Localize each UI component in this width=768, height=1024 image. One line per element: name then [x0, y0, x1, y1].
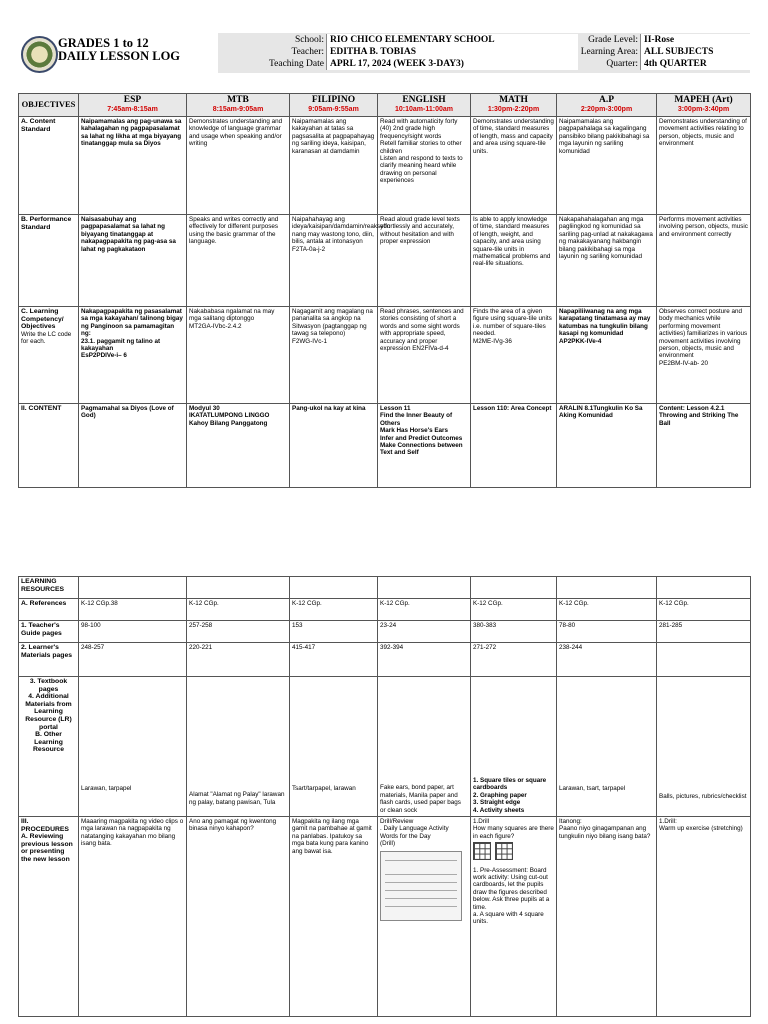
table-cell: Modyul 30 IKATATLUMPONG LINGGO Kahoy Bilang Panggatong: [187, 404, 290, 488]
table-cell: Napapiliiwanag na ang mga karapatang tinatamasa ay may katumbas na tungkulin bilang kasapi ng komunidad AP2PKK-IVe-4: [557, 307, 657, 404]
teacher-label: Teacher:: [291, 47, 324, 57]
table-cell: 257-258: [187, 621, 290, 643]
subject-mtb: MTB 8:15am-9:05am: [187, 94, 290, 117]
deped-seal-icon: [21, 36, 58, 73]
table-cell: K-12 CGp.: [187, 599, 290, 621]
table-cell: Naipamamalas ang kakayahan at tatas sa pagsasalita at pagpapahayag ng sariling ideya, kaisipan, karanasan at damdamin: [290, 117, 378, 215]
square-grid-icon: [473, 842, 491, 860]
table-cell: Nakapahahalagahan ang mga pagliingkod ng komunidad sa sariling pag-unlad at nakakagawa ng makakayanang hakbangin bilang pakikibahagi sa mga layunin ng sariling komunidad: [557, 215, 657, 307]
table-cell: Balls, pictures, rubrics/checklist: [657, 677, 751, 817]
resources-procedures-table: [18, 576, 751, 1017]
quarter-value: 4th QUARTER: [644, 59, 707, 69]
table-cell: Fake ears, bond paper, art materials, Manila paper and flash cards, used paper bags or clean sock: [378, 677, 471, 817]
area-value: ALL SUBJECTS: [644, 47, 714, 57]
table-cell: K-12 CGp.38: [79, 599, 187, 621]
row-label: A. References: [19, 599, 79, 621]
drill-text: Drill/Review . Daily Language Activity Words for the Day (Drill): [380, 818, 449, 848]
words-for-the-day-card: [380, 851, 462, 921]
competency-row: [19, 307, 751, 404]
table-cell: Nagagamit ang magalang na pananalita sa angkop na Sitwasyon (pagtanggap ng tawag sa telepono) F2WG-IVc-1: [290, 307, 378, 404]
table-cell: Read phrases, sentences and stories consisting of short a words and some sight words with appropriate speed, accuracy and proper expression EN2FIVa-d-4: [378, 307, 471, 404]
table-cell: ARALIN 8.1Tungkulin Ko Sa Aking Komunidad: [557, 404, 657, 488]
table-cell: Nakapagpapakita ng pasasalamat sa mga kakayahan/ talinong bigay ng Panginoon sa pamamagitan ng: 23.1. paggamit ng talino at kakayahan EsP2PDIVe-i– 6: [79, 307, 187, 404]
subject-time: 10:10am-11:00am: [395, 106, 453, 113]
table-cell: Nakababasa ngalamat na may mga salitang diptonggo MT2GA-IVbc-2.4.2: [187, 307, 290, 404]
row-label: C. Learning Competency/ Objectives Write the LC code for each.: [19, 307, 79, 404]
objectives-header: OBJECTIVES: [19, 94, 79, 117]
table-cell: Tsart/tarpapel, larawan: [290, 677, 378, 817]
table-cell: K-12 CGp.: [290, 599, 378, 621]
table-cell: Pang-ukol na kay at kina: [290, 404, 378, 488]
row-label-note: Write the LC code for each.: [21, 330, 72, 346]
learning-resources-row: [19, 577, 751, 599]
teacher-value: EDITHA B. TOBIAS: [330, 47, 416, 57]
table-cell: Read aloud grade level texts effortlessly and accurately, without hesitation and with proper expression: [378, 215, 471, 307]
header-info-left: [218, 33, 578, 73]
school-label: School:: [294, 35, 324, 45]
table-cell: Naisasabuhay ang pagpapasalamat sa lahat ng biyayang tinatanggap at nakapagpapakita ng pag-asa sa lahat ng pagkakataon: [79, 215, 187, 307]
table-cell: Larawan, tarpapel: [79, 677, 187, 817]
subject-time: 3:00pm-3:40pm: [677, 106, 730, 113]
table-cell: Lesson 110: Area Concept: [471, 404, 557, 488]
table-cell: 271-272: [471, 643, 557, 677]
subject-time: 2:20pm-3:00pm: [580, 106, 633, 113]
date-label: Teaching Date: [269, 59, 324, 69]
grade-label: Grade Level:: [588, 35, 638, 45]
subject-mapeh: MAPEH (Art) 3:00pm-3:40pm: [657, 94, 751, 117]
row-label: 3. Textbook pages 4. Additional Materials from Learning Resource (LR) portal B. Other Learning Resource: [19, 677, 79, 817]
table-cell: Naipahahayag ang ideya/kaisipan/damdamin/reaksyon nang may wastong tono, diin, bilis, antala at intonasyon F2TA-0a-j-2: [290, 215, 378, 307]
table-cell: [657, 643, 751, 677]
quarter-label: Quarter:: [606, 59, 638, 69]
table-cell: 380-383: [471, 621, 557, 643]
pre-assessment-text: 1. Pre-Assessment: Board work activity: Using cut-out cardboards, let the pupils draw the figures described below. Ask three pupils at a time. a. A square with 4 square units.: [473, 866, 550, 926]
table-cell: Itanong: Paano niyo ginagampanan ang tungkulin niyo bilang isang bata?: [557, 817, 657, 1017]
table-cell: Demonstrates understanding of time, standard measures of length, mass and capacity and area using square-tile units.: [471, 117, 557, 215]
subject-header-row: [19, 94, 751, 117]
row-label: LEARNING RESOURCES: [19, 577, 79, 599]
document-title: [58, 37, 180, 63]
table-cell: Content: Lesson 4.2.1 Throwing and Striking The Ball: [657, 404, 751, 488]
row-label: III. PROCEDURES A. Reviewing previous lesson or presenting the new lesson: [19, 817, 79, 1017]
table-cell: K-12 CGp.: [657, 599, 751, 621]
row-label: 1. Teacher's Guide pages: [19, 621, 79, 643]
references-row: [19, 599, 751, 621]
subject-time: 9:05am-9:55am: [308, 106, 359, 113]
learners-materials-row: [19, 643, 751, 677]
table-cell: 23-24: [378, 621, 471, 643]
subject-ap: A.P 2:20pm-3:00pm: [557, 94, 657, 117]
table-cell: K-12 CGp.: [378, 599, 471, 621]
subject-math: MATH 1:30pm-2:20pm: [471, 94, 557, 117]
subject-time: 8:15am-9:05am: [212, 106, 264, 113]
table-cell: [378, 817, 471, 1017]
performance-standard-row: [19, 215, 751, 307]
row-label: 2. Learner's Materials pages: [19, 643, 79, 677]
table-cell: 392-394: [378, 643, 471, 677]
table-cell: Larawan, tsart, tarpapel: [557, 677, 657, 817]
table-cell: 1. Square tiles or square cardboards 2. Graphing paper 3. Straight edge 4. Activity sheets: [471, 677, 557, 817]
table-cell: K-12 CGp.: [557, 599, 657, 621]
school-value: RIO CHICO ELEMENTARY SCHOOL: [330, 35, 495, 45]
subject-time: 1:30pm-2:20pm: [487, 106, 540, 113]
table-cell: Is able to apply knowledge of time, standard measures of length, weight, and capacity, and area using square-tile units in mathematical problems and real-life situations.: [471, 215, 557, 307]
content-standard-row: [19, 117, 751, 215]
table-cell: Read with automaticity forty (40) 2nd grade high frequency/sight words Retell familiar stories to other children Listen and respond to texts to clarify meaning heard while drawing on personal experiences: [378, 117, 471, 215]
teachers-guide-row: [19, 621, 751, 643]
subject-filipino: FILIPINO 9:05am-9:55am: [290, 94, 378, 117]
title-line-1: GRADES 1 to 12: [58, 36, 149, 50]
content-row: [19, 404, 751, 488]
date-value: APRL 17, 2024 (WEEK 3-DAY3): [330, 59, 464, 69]
table-cell: 415-417: [290, 643, 378, 677]
table-cell: K-12 CGp.: [471, 599, 557, 621]
table-cell: Magpakita ng ilang mga gamit na pambahae at gamit na panlabas. Ipatukoy sa mga bata kung para kanino ang bawat isa.: [290, 817, 378, 1017]
table-cell: Demonstrates understanding of movement activities relating to person, objects, music and environment: [657, 117, 751, 215]
table-cell: 78-80: [557, 621, 657, 643]
table-cell: Speaks and writes correctly and effectively for different purposes using the basic grammar of the language.: [187, 215, 290, 307]
table-cell: Performs movement activities involving person, objects, music and environment correctly: [657, 215, 751, 307]
header-info-right: [578, 33, 750, 73]
table-cell: Ano ang pamagat ng kwentong binasa ninyo kahapon?: [187, 817, 290, 1017]
row-label: B. Performance Standard: [19, 215, 79, 307]
table-cell: 153: [290, 621, 378, 643]
table-cell: Naipamamalas ang pagpapahalaga sa kagalingang pansibiko bilang pakikibahagi sa mga layunin ng sariling komunidad: [557, 117, 657, 215]
grade-value: II-Rose: [644, 35, 675, 45]
subject-esp: ESP 7:45am-8:15am: [79, 94, 187, 117]
subject-time: 7:45am-8:15am: [107, 106, 158, 113]
table-cell: Maaaring magpakita ng video clips o mga larawan na nagpapakita ng natatanging kakayahan mo bilang isang bata.: [79, 817, 187, 1017]
subject-english: ENGLISH 10:10am-11:00am: [378, 94, 471, 117]
table-cell: 220-221: [187, 643, 290, 677]
table-cell: 281-285: [657, 621, 751, 643]
table-cell: Finds the area of a given figure using square-tile units i.e. number of square-tiles needed. M2ME-IVg-36: [471, 307, 557, 404]
table-cell: 248-257: [79, 643, 187, 677]
title-line-2: DAILY LESSON LOG: [58, 49, 181, 63]
math-drill-text: 1.Drill How many squares are there in each figure?: [473, 818, 554, 840]
table-cell: Demonstrates understanding and knowledge of language grammar and usage when speaking and/or writing: [187, 117, 290, 215]
table-cell: Lesson 11 Find the Inner Beauty of Others Mark Has Horse's Ears Infer and Predict Outcomes Make Connections between Text and Self: [378, 404, 471, 488]
row-label: A. Content Standard: [19, 117, 79, 215]
table-cell: 1.Drill: Warm up exercise (stretching): [657, 817, 751, 1017]
table-cell: Naipamamalas ang pag-unawa sa kahalagahan ng pagpapasalamat sa lahat ng likha at mga biyayang tinatanggap mula sa Diyos: [79, 117, 187, 215]
table-cell: Pagmamahal sa Diyos (Love of God): [79, 404, 187, 488]
row-label: II. CONTENT: [19, 404, 79, 488]
procedures-row: [19, 817, 751, 1017]
table-cell: 238-244: [557, 643, 657, 677]
square-figures: [473, 840, 554, 862]
other-resources-row: [19, 677, 751, 817]
square-grid-icon: [495, 842, 513, 860]
table-cell: 98-100: [79, 621, 187, 643]
header: [18, 33, 750, 73]
table-cell: Observes correct posture and body mechanics while performing movement activities) familiarizes in various movement activities involving person, objects, music and environment PE2BM-IV-ab- 20: [657, 307, 751, 404]
table-cell: [471, 817, 557, 1017]
objectives-table: [18, 93, 751, 488]
area-label: Learning Area:: [580, 47, 638, 57]
table-cell: Alamat "Alamat ng Palay" larawan ng palay, batang pawisan, Tula: [187, 677, 290, 817]
